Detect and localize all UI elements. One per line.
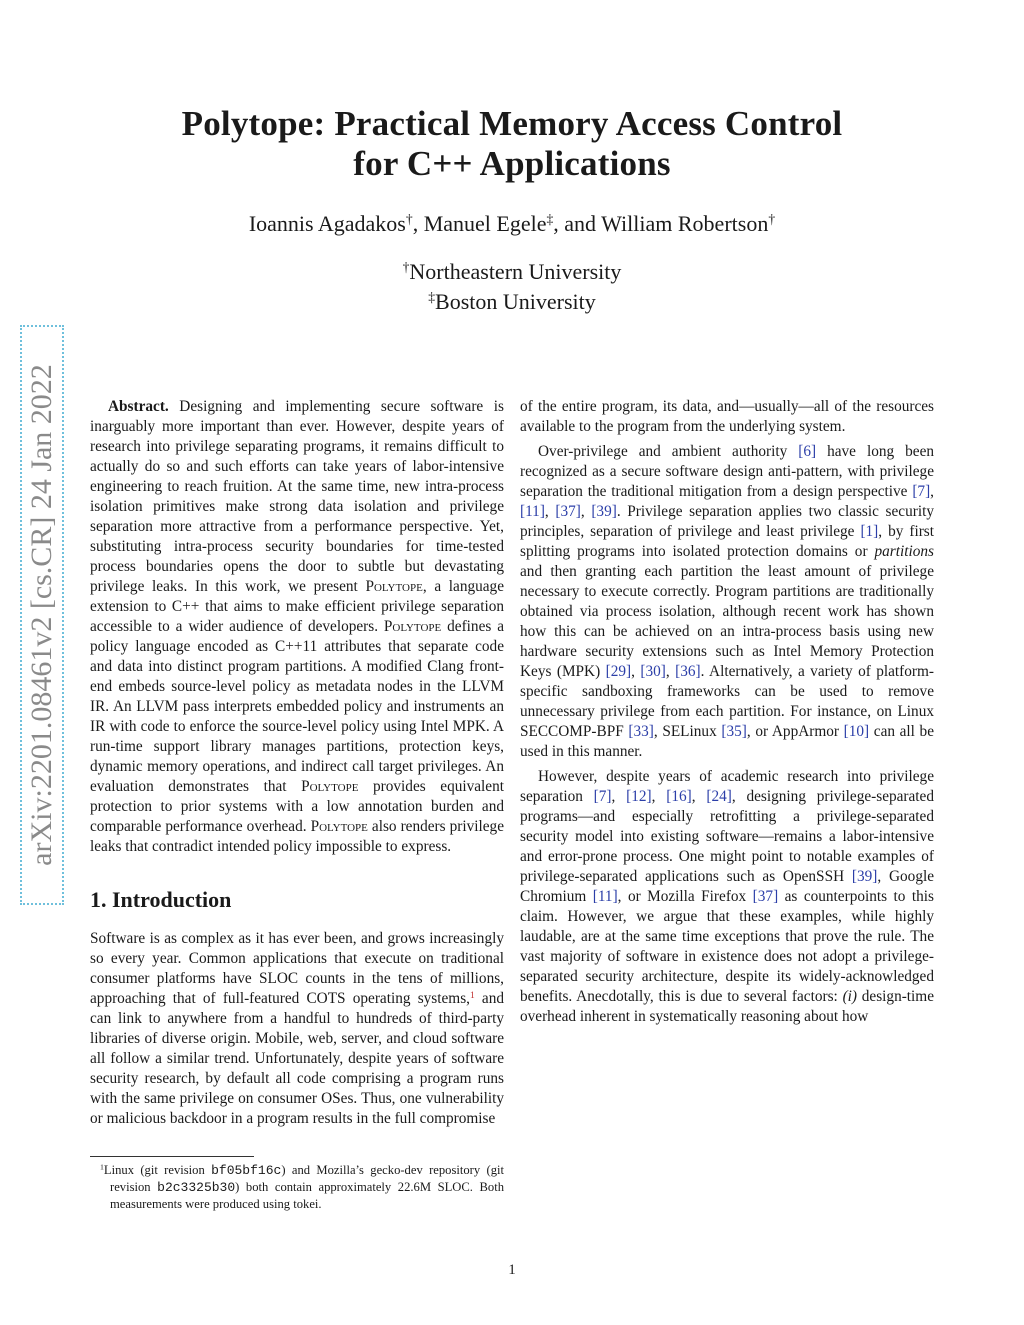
left-column — [90, 397, 504, 1129]
footnote-area — [90, 1150, 504, 1212]
author-separator: , — [412, 211, 424, 236]
body-text: of the entire program, its data, and—usually—all of the resources available to the program from the underlying system. — [520, 398, 934, 435]
abstract-text: Designing and implementing secure software is inarguably more important than ever. However, despite years of research into privilege separating programs, it remains difficult to actually do so and such efforts can take years of labor-intensive engineering to reach fruition. At the same time, new intra-process isolation primitives make strong data isolation and privilege separation more attractive from a performance perspective. Yet, substituting intra-process security boundaries for time-tested process boundaries opens the door to subtle but devastating privilege leaks. In this work, we present — [90, 398, 504, 595]
body-text: , — [665, 663, 676, 680]
citation-link[interactable]: [39] — [851, 868, 878, 885]
citation-link[interactable]: [11] — [520, 503, 545, 520]
body-text: and then granting each partition the least amount of privilege necessary to execute correctly. Program partitions are traditionally obtained via process isolation, although recent work has shown how this can be achieved on an intra-process basis using new hardware security extensions such as Intel Memory Protection Keys (MPK) — [520, 563, 934, 680]
citation-link[interactable]: [6] — [798, 443, 817, 460]
abstract-text: , a language extension to C++ that aims to make efficient privilege separation accessible to a wider audience of developers. — [90, 578, 504, 635]
abstract-text: defines a policy language encoded as C++11 attributes that separate code and data into distinct program partitions. A modified Clang front-end embeds source-level policy as metadata nodes in the LLVM IR. An LLVM pass interprets embedded policy and instruments an IR with code to enforce the source-level policy using Intel MPK. A run-time support library manages partitions, protection keys, dynamic memory operations, and indirect call target privileges. An evaluation demonstrates that — [90, 618, 504, 795]
affiliation-mark: ‡ — [428, 289, 436, 305]
footnote-text: Linux (git revision — [103, 1163, 212, 1177]
citation-link[interactable]: [1] — [860, 523, 879, 540]
title-line-2: for C++ Applications — [353, 144, 671, 183]
body-text: , — [631, 663, 641, 680]
body-text: , Google Chromium — [520, 868, 935, 905]
citation-link[interactable]: [37] — [752, 888, 779, 905]
emphasis-text: partitions — [874, 543, 934, 560]
body-text: , by first splitting programs into isolated protection domains or — [520, 523, 934, 560]
abstract-label: Abstract. — [108, 398, 169, 415]
citation-link[interactable]: [29] — [605, 663, 632, 680]
page-number: 1 — [508, 1262, 516, 1278]
abstract — [90, 397, 504, 857]
body-text: , — [930, 483, 934, 500]
citation-link[interactable]: [12] — [626, 788, 652, 805]
code-text: b2c3325b30 — [157, 1180, 236, 1195]
abstract-text: also renders privilege leaks that contradict intended policy impossible to express. — [90, 818, 504, 855]
system-name: Polytope — [383, 618, 442, 635]
body-text: , SELinux — [653, 723, 722, 740]
citation-link[interactable]: [37] — [555, 503, 581, 520]
body-text: as counterpoints to this claim. However, we argue that these examples, while highly laudable, are at the same time exceptions that prove the rule. The vast majority of software in existence does not adopt a privilege-separated security architecture, despite its widely-acknowledged benefits. Anecdotally, this is due to several factors: — [520, 888, 934, 1005]
code-text: bf05bf16c — [211, 1163, 282, 1178]
citation-link[interactable]: [35] — [721, 723, 747, 740]
arxiv-stamp[interactable]: arXiv:2201.08461v2 [cs.CR] 24 Jan 2022 — [20, 325, 64, 905]
affiliation-mark: † — [768, 211, 776, 227]
citation-link[interactable]: [10] — [843, 723, 870, 740]
body-text: , designing privilege-separated programs—and especially retrofitting a privilege-separated security model into existing software—remains a labor-intensive and error-prone process. One might point to notable examples of privilege-separated applications such as OpenSSH — [520, 788, 934, 885]
footnote-text: ) both contain approximately 22.6M SLOC. Both measurements were produced using tokei. — [110, 1180, 504, 1211]
intro-paragraph-1-continued — [520, 397, 934, 437]
citation-link[interactable]: [24] — [706, 788, 732, 805]
citation-link[interactable]: [16] — [666, 788, 692, 805]
paper-title — [100, 104, 924, 184]
body-text: can all be used in this manner. — [520, 723, 935, 760]
body-text: , or Mozilla Firefox — [617, 888, 753, 905]
body-text: , or AppArmor — [746, 723, 844, 740]
section-heading-introduction: 1. Introduction — [90, 887, 232, 912]
citation-link[interactable]: [33] — [628, 723, 654, 740]
body-text: However, despite years of academic research into privilege separation — [520, 768, 934, 805]
body-text: , — [691, 788, 707, 805]
footnote — [90, 1162, 504, 1212]
body-text: design-time overhead inherent in systematically reasoning about how — [520, 988, 934, 1025]
affiliation-mark: † — [405, 211, 413, 227]
body-text: Over-privilege and ambient authority — [538, 443, 799, 460]
affiliations — [100, 257, 924, 317]
body-text: and can link to anywhere from a handful to hundreds of third-party libraries of diverse origin. Mobile, web, server, and cloud software all follow a similar trend. Unfortunately, despite years of software security research, by default all code comprising a program runs with the same privilege on consumer OSes. Thus, one vulnerability or malicious backdoor in a program results in the full compromise — [90, 990, 504, 1127]
citation-link[interactable]: [36] — [675, 663, 701, 680]
title-line-1: Polytope: Practical Memory Access Control — [181, 104, 843, 143]
citation-link[interactable]: [11] — [592, 888, 618, 905]
citation-link[interactable]: [7] — [912, 483, 931, 500]
footnote-ref[interactable]: 1 — [469, 990, 475, 1001]
system-name: Polytope — [301, 778, 359, 795]
footnote-text: ) and Mozilla’s gecko-dev repository (git revision — [110, 1163, 504, 1194]
author-separator: , and — [553, 211, 602, 236]
citation-link[interactable]: [7] — [593, 788, 612, 805]
body-text: , — [611, 788, 627, 805]
author-name: Ioannis Agadakos — [248, 211, 406, 236]
abstract-text: provides equivalent protection to prior systems with a low annotation burden and comparable performance overhead. — [90, 778, 504, 835]
body-text: , — [580, 503, 592, 520]
author-name: William Robertson — [601, 211, 769, 236]
body-text: have long been recognized as a secure software design anti-pattern, with privilege separation the traditional mitigation from a design perspective — [520, 443, 935, 500]
citation-link[interactable]: [39] — [591, 503, 617, 520]
body-text: , — [651, 788, 667, 805]
citation-link[interactable]: [30] — [640, 663, 666, 680]
intro-paragraph-3 — [520, 767, 934, 1027]
author-name: Manuel Egele — [423, 211, 547, 236]
emphasis-text: (i) — [842, 988, 858, 1005]
body-text: , — [544, 503, 556, 520]
system-name: Polytope — [310, 818, 368, 835]
affiliation-name: Boston University — [435, 289, 596, 314]
footnote-rule — [90, 1156, 254, 1157]
body-text: Software is as complex as it has ever been, and grows increasingly so every year. Common applications that execute on traditional consumer platforms have SLOC counts in the tens of millions, approaching that of full-featured COTS operating systems, — [90, 930, 504, 1007]
intro-paragraph-1 — [90, 929, 504, 1129]
affiliation-line — [100, 257, 924, 287]
footnote-mark: 1 — [100, 1162, 104, 1172]
intro-paragraph-2 — [520, 442, 934, 762]
affiliation-mark: † — [402, 259, 410, 275]
affiliation-line — [100, 287, 924, 317]
affiliation-mark: ‡ — [546, 211, 554, 227]
body-text: . Alternatively, a variety of platform-specific sandboxing frameworks can be used to remove unnecessary privilege from each partition. For instance, on Linux SECCOMP-BPF — [520, 663, 934, 740]
author-list — [100, 210, 924, 238]
affiliation-name: Northeastern University — [409, 259, 622, 284]
system-name: Polytope — [365, 578, 423, 595]
right-column — [520, 397, 934, 1027]
body-text: . Privilege separation applies two classic security principles, separation of privilege and least privilege — [520, 503, 934, 540]
